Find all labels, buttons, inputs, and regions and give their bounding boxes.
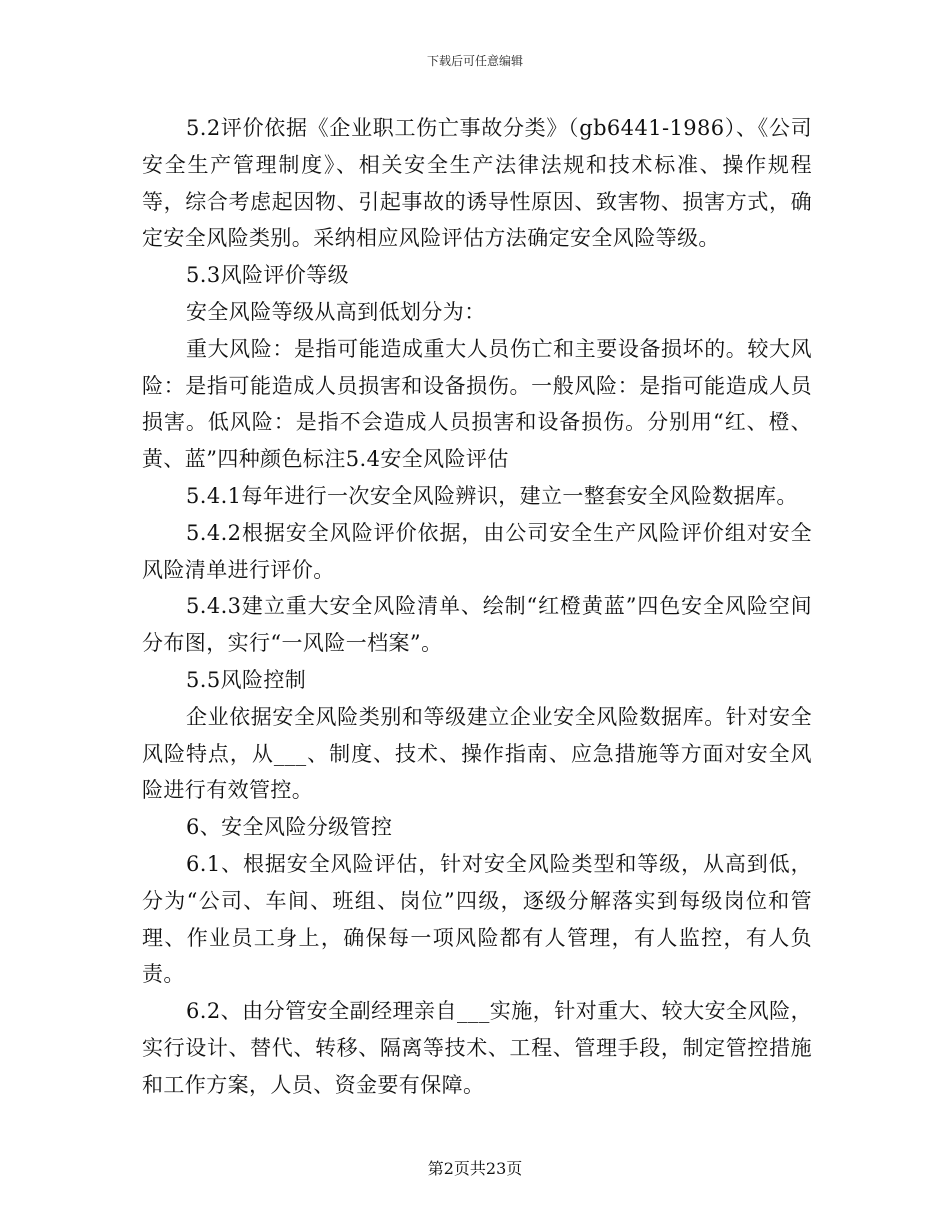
page-footer: 第2页共23页 bbox=[427, 1159, 523, 1178]
paragraph-risk-levels-intro: 安全风险等级从高到低划分为： bbox=[186, 299, 486, 324]
heading-6: 6、安全风险分级管控 bbox=[186, 815, 393, 840]
paragraph-5-2: 5.2评价依据《企业职工伤亡事故分类》（gb6441-1986）、《公司安全生产管理制度》、相关安全生产法律法规和技术标准、操作规程等，综合考虑起因物、引起事故的诱导性原因、致害物、损害方式，确定安全风险类别。采纳相应风险评估方法确定安全风险等级。 bbox=[142, 116, 812, 251]
paragraph-5-4-3: 5.4.3建立重大安全风险清单、绘制“红橙黄蓝”四色安全风险空间分布图，实行“一风险一档案”。 bbox=[142, 594, 812, 656]
paragraph-6-1: 6.1、根据安全风险评估，针对安全风险类型和等级，从高到低，分为“公司、车间、班组、岗位”四级，逐级分解落实到每级岗位和管理、作业员工身上，确保每一项风险都有人管理，有人监控，有人负责。 bbox=[142, 851, 812, 987]
paragraph-5-4-2: 5.4.2根据安全风险评价依据，由公司安全生产风险评价组对安全风险清单进行评价。 bbox=[142, 520, 812, 582]
paragraph-5-4-1: 5.4.1每年进行一次安全风险辨识，建立一整套安全风险数据库。 bbox=[186, 483, 798, 508]
page-header: 下载后可任意编辑 bbox=[426, 54, 523, 68]
document-body bbox=[142, 110, 812, 1104]
paragraph-6-2: 6.2、由分管安全副经理亲自___实施，针对重大、较大安全风险，实行设计、替代、转移、隔离等技术、工程、管理手段，制定管控措施和工作方案，人员、资金要有保障。 bbox=[142, 999, 812, 1097]
heading-5-3: 5.3风险评价等级 bbox=[186, 263, 349, 288]
paragraph-risk-levels: 重大风险：是指可能造成重大人员伤亡和主要设备损坏的。较大风险：是指可能造成人员损害和设备损伤。一般风险：是指可能造成人员损害。低风险：是指不会造成人员损害和设备损伤。分别用“红、橙、黄、蓝”四种颜色标注5.4安全风险评估 bbox=[142, 336, 812, 472]
heading-5-5: 5.5风险控制 bbox=[186, 667, 307, 692]
paragraph-5-5: 企业依据安全风险类别和等级建立企业安全风险数据库。针对安全风险特点，从___、制度、技术、操作指南、应急措施等方面对安全风险进行有效管控。 bbox=[142, 704, 812, 803]
